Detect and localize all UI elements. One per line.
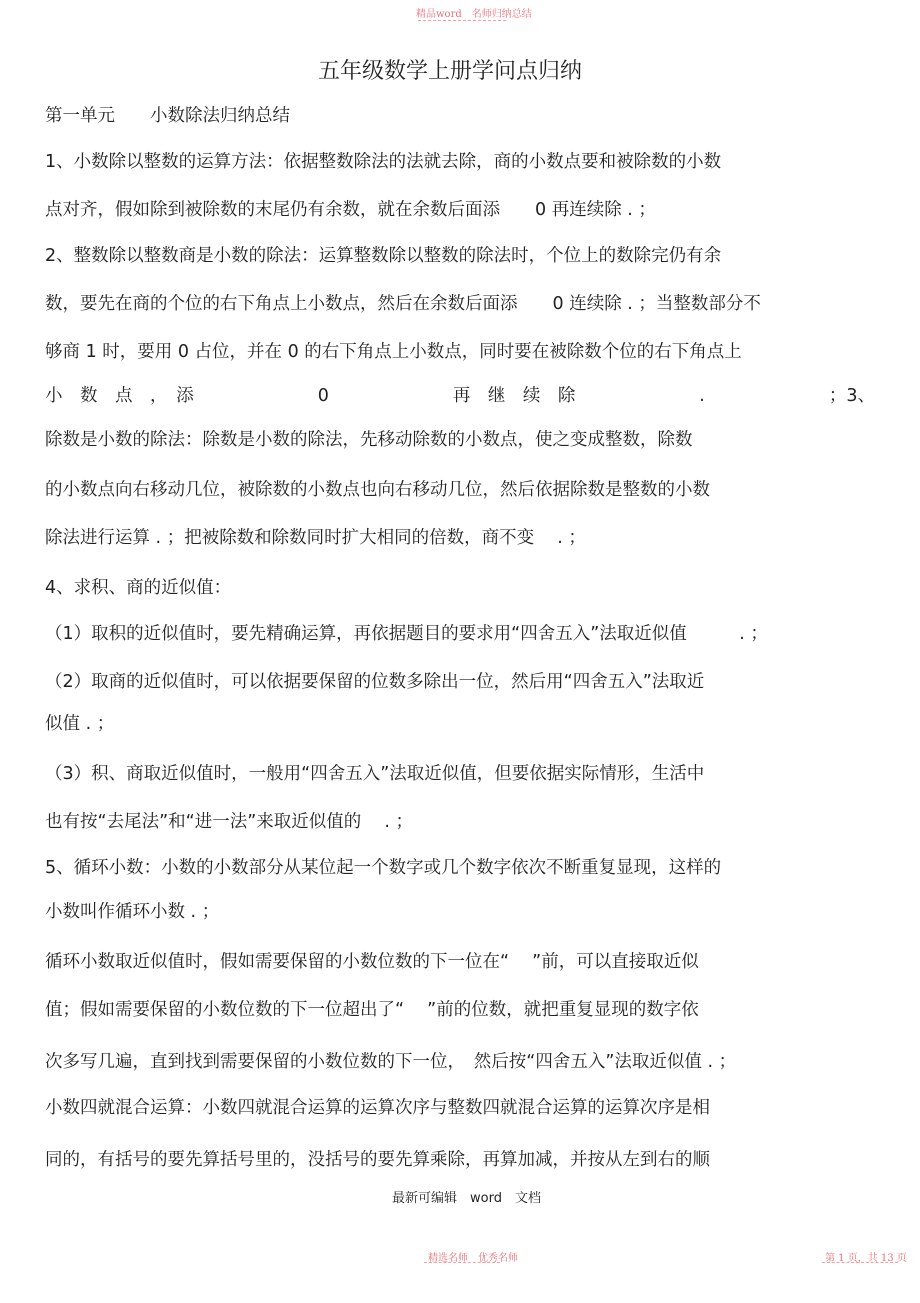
footer-divider (822, 1262, 898, 1263)
text-line: 循环小数取近似值时，假如需要保留的小数位数的下一位在“ ”前，可以直接取近似 (45, 952, 699, 972)
text-line: 小数四就混合运算：小数四就混合运算的运算次序与整数四就混合运算的运算次序是相 (45, 1098, 710, 1118)
text-line: （1）取积的近似值时，要先精确运算，再依据题目的要求用“四舍五入”法取近似值 . ； (45, 624, 768, 644)
text-line: 小数叫作循环小数 . ； (45, 902, 220, 922)
page-header: 精品word 名师归纳总结 (416, 9, 532, 20)
text-line: 5、循环小数：小数的小数部分从某位起一个数字或几个数字依次不断重复显现，这样的 (45, 858, 722, 878)
document-title: 五年级数学上册学问点归纳 (317, 59, 582, 84)
text-line: 除数是小数的除法：除数是小数的除法，先移动除数的小数点，使之变成整数，除数 (45, 430, 693, 450)
text-line: 1、小数除以整数的运算方法：依据整数除法的法就去除，商的小数点要和被除数的小数 (45, 152, 722, 172)
text-line-spread (45, 384, 875, 408)
text-line: 4、求积、商的近似值： (45, 578, 232, 598)
text-line: 值；假如需要保留的小数位数的下一位超出了“ ”前的位数，就把重复显现的数字依 (45, 1000, 699, 1020)
text-line: 点对齐，假如除到被除数的末尾仍有余数，就在余数后面添 0 再连续除 . ； (45, 200, 656, 220)
text-line: 的小数点向右移动几位，被除数的小数点也向右移动几位，然后依据除数是整数的小数 (45, 480, 710, 500)
text-line: 够商 1 时，要用 0 占位，并在 0 的右下角点上小数点，同时要在被除数个位的右下角点上 (45, 342, 742, 362)
text-line: （2）取商的近似值时，可以依据要保留的位数多除出一位，然后用“四舍五入”法取近 (45, 672, 705, 692)
text-segment: ；3、 (828, 386, 875, 406)
text-line: 数，要先在商的个位的右下角点上小数点，然后在余数后面添 0 连续除 . ；当整数部分不 (45, 294, 761, 314)
text-segment: 小 数 点 ， 添 (45, 386, 194, 406)
footer-left: 精选名师 优秀名师 (428, 1253, 518, 1264)
text-line: 2、整数除以整数商是小数的除法：运算整数除以整数的除法时，个位上的数除完仍有余 (45, 246, 722, 266)
text-line: 次多写几遍，直到找到需要保留的小数位数的下一位， 然后按“四舍五入”法取近似值 . ； (45, 1052, 737, 1072)
text-segment: 再 继 续 除 (452, 386, 576, 406)
page-number: 第 1 页，共 13 页 (825, 1253, 907, 1264)
text-line: 似值 . ； (45, 714, 115, 734)
text-line: 第一单元 小数除法归纳总结 (45, 106, 290, 126)
text-line: （3）积、商取近似值时，一般用“四舍五入”法取近似值，但要依据实际情形，生活中 (45, 764, 705, 784)
text-segment: . (699, 386, 705, 406)
text-line: 同的，有括号的要先算括号里的，没括号的要先算乘除，再算加减，并按从左到右的顺 (45, 1150, 710, 1170)
header-divider (418, 20, 506, 21)
text-line: 也有按“去尾法”和“进一法”来取近似值的 . ； (45, 812, 413, 832)
footer-note: 最新可编辑 word 文档 (392, 1191, 541, 1206)
text-line: 除法进行运算 . ；把被除数和除数同时扩大相同的倍数，商不变 . ； (45, 528, 586, 548)
footer-divider (424, 1262, 500, 1263)
text-segment: 0 (317, 386, 329, 406)
